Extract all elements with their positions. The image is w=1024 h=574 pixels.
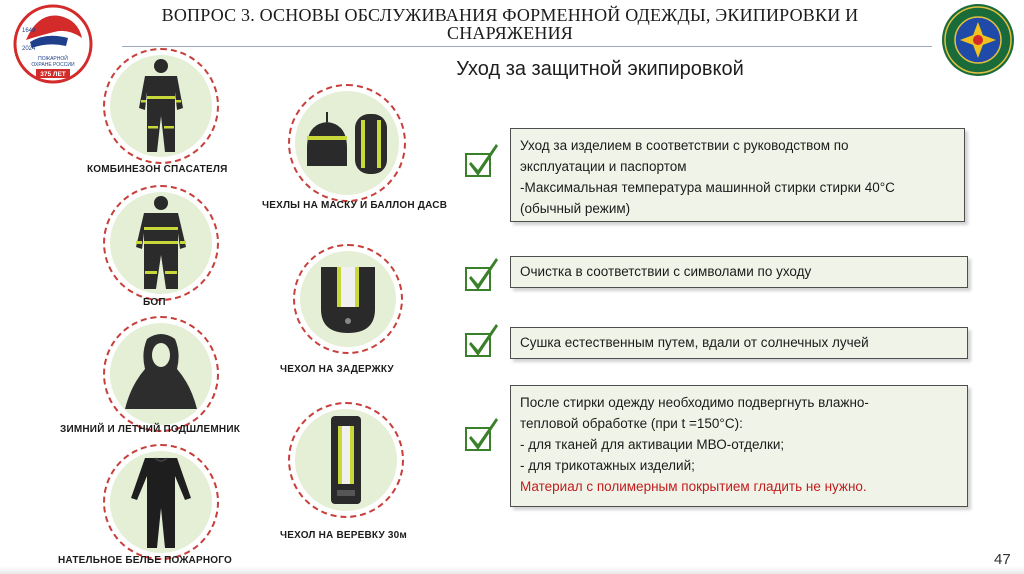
rescuer-suit-icon: [121, 56, 201, 156]
item-image-underwear: [103, 444, 219, 560]
caption-balaclava: ЗИМНИЙ И ЛЕТНИЙ ПОДШЛЕМНИК: [60, 424, 241, 435]
care-box-3-line1: Сушка естественным путем, вдали от солнечных лучей: [520, 335, 869, 350]
caption-rescuer-suit: КОМБИНЕЗОН СПАСАТЕЛЯ: [87, 164, 228, 175]
underwear-icon: [121, 452, 201, 552]
care-box-4-line2: тепловой обработке (при t =150°С):: [520, 416, 743, 431]
checkmark-icon: [462, 320, 502, 360]
page-title: [120, 6, 900, 42]
logo-text-line1: ПОЖАРНОЙ: [38, 56, 68, 62]
care-box-4-line1: После стирки одежду необходимо подвергнуть влажно-: [520, 395, 869, 410]
care-box-1-line3: -Максимальная температура машинной стирки стирки 40°С: [520, 180, 895, 195]
care-box-1-line2: эксплуатации и паспортом: [520, 159, 687, 174]
caption-combat-clothing: БОП: [143, 297, 166, 308]
care-box-4-line4: - для трикотажных изделий;: [520, 458, 695, 473]
caption-holder-case: ЧЕХОЛ НА ЗАДЕРЖКУ: [280, 364, 394, 375]
caption-rope-case: ЧЕХОЛ НА ВЕРЕВКУ 30м: [280, 530, 407, 541]
mask-cylinder-covers-icon: [299, 108, 395, 178]
item-image-mask-covers: [288, 84, 406, 202]
item-image-combat-clothing: [103, 185, 219, 301]
care-box-1-line4: (обычный режим): [520, 201, 631, 216]
care-box-3: [510, 327, 968, 359]
checkmark-icon: [462, 254, 502, 294]
care-box-2-line1: Очистка в соответствии с символами по уходу: [520, 264, 812, 279]
care-box-1-line1: Уход за изделием в соответствии с руководством по: [520, 138, 849, 153]
page-number: 47: [994, 551, 1011, 568]
footer-shadow: [0, 566, 1024, 574]
caption-mask-covers: ЧЕХЛЫ НА МАСКУ И БАЛЛОН ДАСВ: [262, 200, 448, 211]
emergency-ministry-emblem: [940, 2, 1016, 78]
care-box-4-line3: - для тканей для активации МВО-отделки;: [520, 437, 785, 452]
checkmark-icon: [462, 140, 502, 180]
rope-case-icon: [321, 412, 371, 508]
fire-service-375-logo: [8, 2, 98, 86]
care-box-4-warning: Материал с полимерным покрытием гладить не нужно.: [520, 479, 867, 494]
page-title-line2: СНАРЯЖЕНИЯ: [446, 23, 573, 43]
section-subtitle: Уход за защитной экипировкой: [456, 58, 744, 80]
logo-text-line2: ОХРАНЕ РОССИИ: [31, 62, 75, 68]
logo-years-bottom: 2024: [22, 46, 36, 52]
combat-clothing-icon: [126, 193, 196, 293]
logo-anniversary: 375 ЛЕТ: [40, 71, 66, 78]
care-box-2: [510, 256, 968, 288]
holder-case-icon: [313, 259, 383, 339]
page-title-line1: ВОПРОС 3. ОСНОВЫ ОБСЛУЖИВАНИЯ ФОРМЕННОЙ ОДЕЖДЫ, ЭКИПИРОВКИ И: [161, 5, 859, 25]
balaclava-icon: [121, 329, 201, 419]
item-image-rescuer-suit: [103, 48, 219, 164]
care-box-1: [510, 128, 965, 222]
header-divider: [122, 46, 932, 47]
checkmark-icon: [462, 414, 502, 454]
item-image-rope-case: [288, 402, 404, 518]
care-box-4: [510, 385, 968, 507]
item-image-balaclava: [103, 316, 219, 432]
logo-years-top: 1649: [22, 28, 36, 34]
caption-underwear: НАТЕЛЬНОЕ БЕЛЬЕ ПОЖАРНОГО: [58, 555, 232, 566]
item-image-holder-case: [293, 244, 403, 354]
